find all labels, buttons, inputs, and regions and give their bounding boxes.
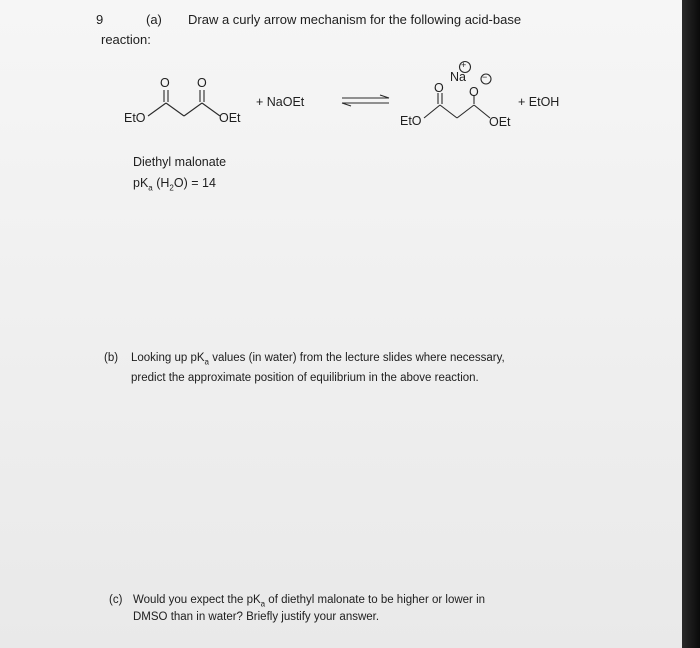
- reagent-sodium-ethoxide: + NaOEt: [256, 95, 305, 109]
- byproduct-ethanol: + EtOH: [518, 95, 560, 109]
- enolate-negative-charge: −: [482, 72, 488, 82]
- product-enolate-oxygen: O: [469, 85, 479, 99]
- part-b-prompt-line1: Looking up $pK_a$ values (in water) from the lecture slides where necessary,: [131, 352, 505, 367]
- reactant-carbonyl-oxygen-right: O: [197, 76, 207, 90]
- reactant-pka: $pK_a$ $(H_2O) = 14$: [133, 176, 216, 193]
- photo-edge-shadow: [682, 0, 700, 648]
- part-a-prompt-line1: Draw a curly arrow mechanism for the following acid-base: [188, 12, 522, 27]
- product-skeleton: [0, 0, 682, 200]
- reactant-name: Diethyl malonate: [133, 155, 227, 169]
- reactant-carbonyl-oxygen-left: O: [160, 76, 170, 90]
- product-ethoxy-left: EtO: [400, 114, 422, 128]
- part-c-prompt-line1: Would you expect the $pK_a$ of diethyl malonate to be higher or lower in: [133, 594, 486, 609]
- reactant-ethoxy-right: OEt: [219, 111, 241, 125]
- reactant-ethoxy-left: EtO: [124, 111, 146, 125]
- sodium-positive-charge: +: [461, 60, 467, 70]
- part-a-label: (a): [146, 12, 162, 27]
- part-c-prompt-line2: DMSO than in water? Briefly justify your answer.: [133, 611, 380, 623]
- product-ethoxy-right: OEt: [489, 115, 511, 129]
- sodium-counterion: Na: [450, 70, 466, 84]
- question-number: 9: [96, 12, 104, 27]
- part-a-prompt-line2: reaction:: [101, 32, 151, 47]
- part-c-label: (c): [109, 594, 123, 606]
- part-b-prompt-line2: predict the approximate position of equilibrium in the above reaction.: [131, 372, 479, 384]
- product-carbonyl-oxygen: O: [434, 81, 444, 95]
- part-b-label: (b): [104, 352, 119, 364]
